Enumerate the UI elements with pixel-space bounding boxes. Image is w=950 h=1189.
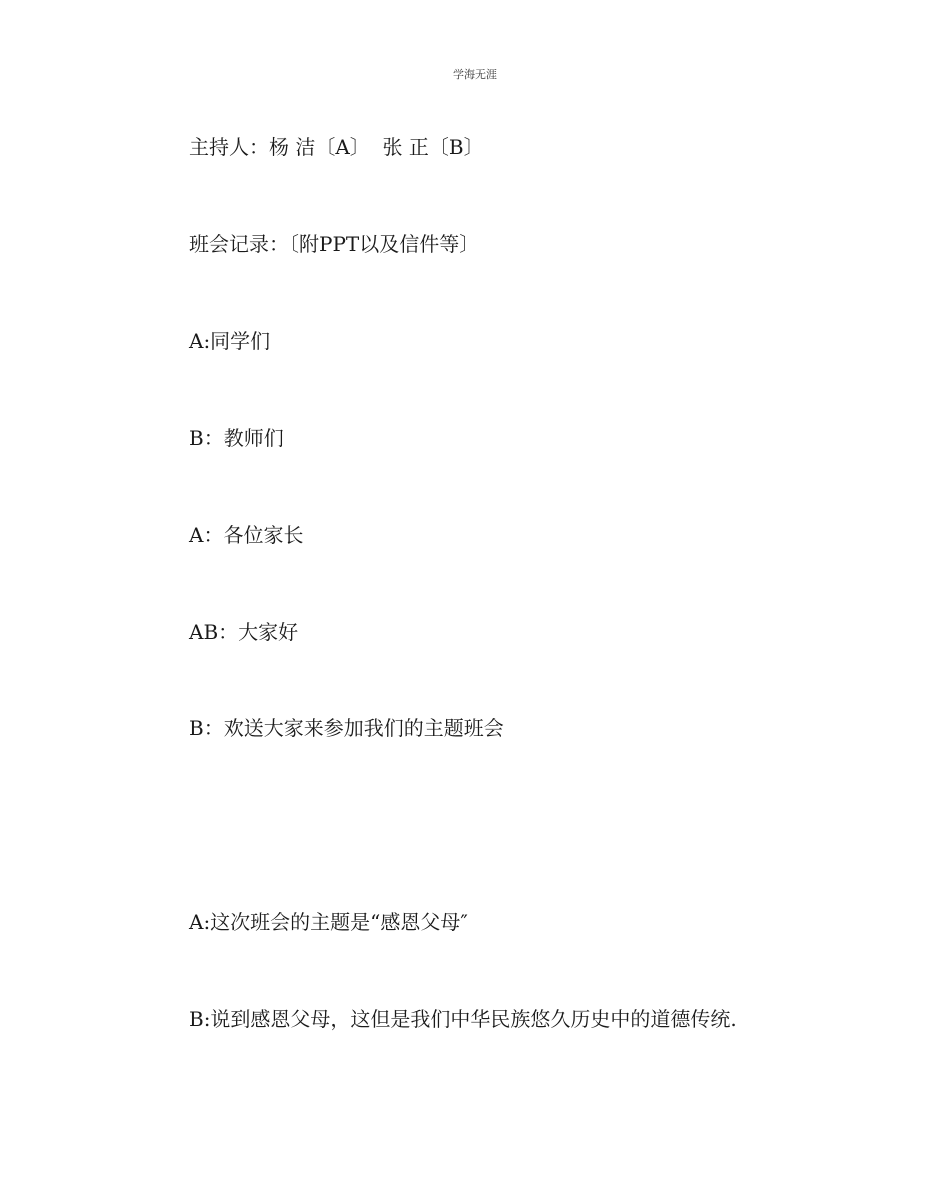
- host-line: 主持人：杨 洁〔A〕 张 正〔B〕: [189, 135, 484, 159]
- dialogue-line: A:这次班会的主题是“感恩父母″: [189, 910, 468, 934]
- dialogue-line: B:说到感恩父母，这但是我们中华民族悠久历史中的道德传统.: [189, 1007, 737, 1031]
- dialogue-line: B：欢送大家来参加我们的主题班会: [189, 716, 504, 740]
- meeting-record-line: 班会记录：〔附PPT以及信件等〕: [189, 232, 480, 256]
- page-header: 学海无涯: [453, 68, 497, 81]
- dialogue-line: B：教师们: [189, 426, 284, 450]
- dialogue-line: A:同学们: [189, 329, 271, 353]
- dialogue-line: AB：大家好: [189, 620, 299, 644]
- dialogue-line: A：各位家长: [189, 523, 304, 547]
